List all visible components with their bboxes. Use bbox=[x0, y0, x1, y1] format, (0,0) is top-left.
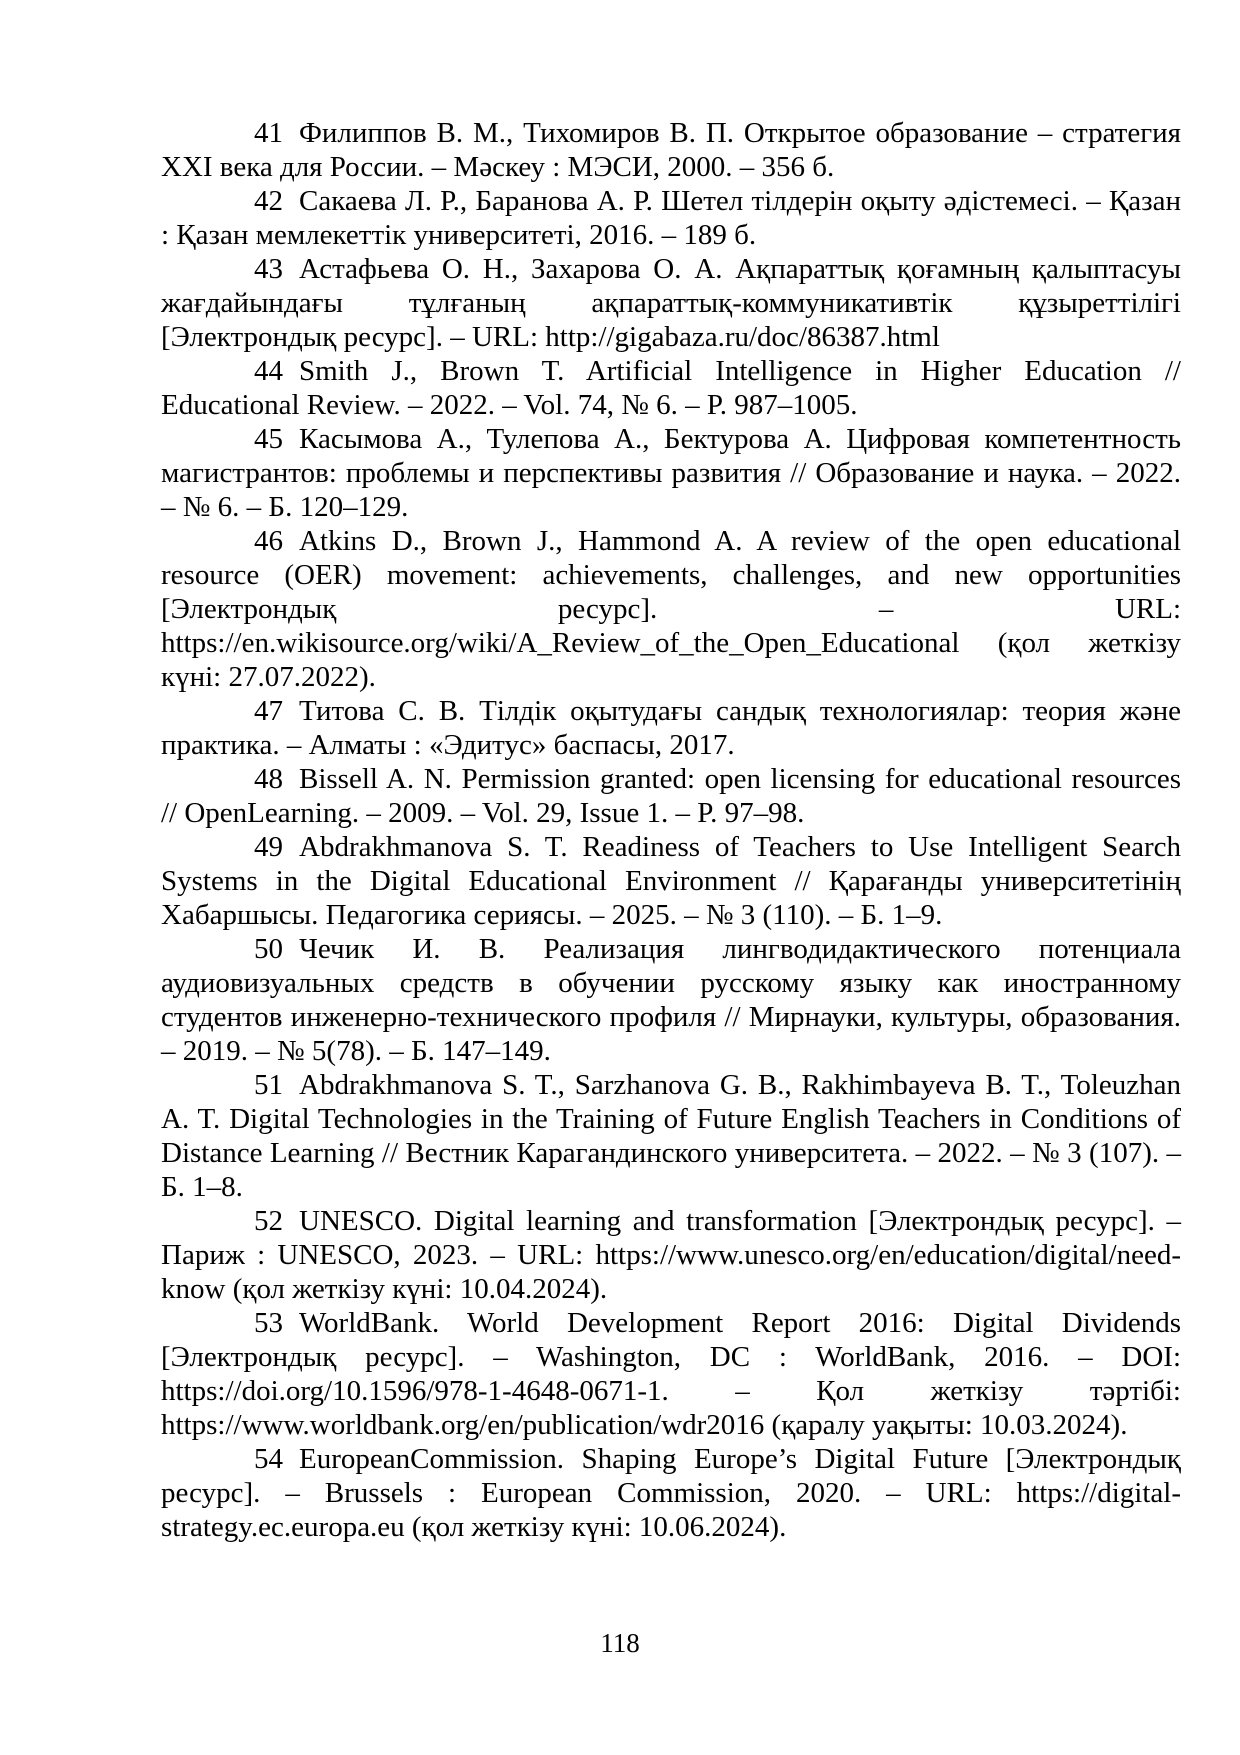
reference-number: 48 bbox=[254, 763, 283, 795]
reference-number: 42 bbox=[254, 185, 283, 217]
reference-text: Астафьева О. Н., Захарова О. А. Ақпараттық қоғамның қалыптасуы жағдайындағы тұлғаның ақпараттық-коммуникативтік құзыреттілігі [Электрондық ресурс]. – URL: http://gigabaza.ru/doc/86387.html bbox=[161, 253, 1181, 353]
reference-entry bbox=[161, 1442, 1181, 1544]
reference-number: 52 bbox=[254, 1205, 283, 1237]
reference-text: Титова С. В. Тілдік оқытудағы сандық технологиялар: теория және практика. – Алматы : «Эдитус» баспасы, 2017. bbox=[161, 695, 1181, 761]
reference-number: 47 bbox=[254, 695, 283, 727]
reference-entry bbox=[161, 1068, 1181, 1204]
reference-entry bbox=[161, 830, 1181, 932]
reference-number: 41 bbox=[254, 117, 283, 149]
reference-entry bbox=[161, 524, 1181, 694]
reference-number: 53 bbox=[254, 1307, 283, 1339]
reference-entry bbox=[161, 184, 1181, 252]
reference-text: Atkins D., Brown J., Hammond A. A review of the open educational resource (OER) movement: achievements, challenges, and new opportunities [Электрондық ресурс]. – URL: https://en.wikisource.org/wiki/A_Review_of_the_Open_Educational (қол жеткізу күні: 27.07.2022). bbox=[161, 525, 1181, 693]
reference-number: 43 bbox=[254, 253, 283, 285]
reference-text: EuropeanCommission. Shaping Europe’s Digital Future [Электрондық ресурс]. – Brussels : European Commission, 2020. – URL: https://digital-strategy.ec.europa.eu (қол жеткізу күні: 10.06.2024). bbox=[161, 1443, 1181, 1543]
reference-entry bbox=[161, 116, 1181, 184]
reference-entry bbox=[161, 762, 1181, 830]
reference-entry bbox=[161, 422, 1181, 524]
reference-text: Касымова А., Тулепова А., Бектурова А. Цифровая компетентность магистрантов: проблемы и перспективы развития // Образование и наука. – 2022. – № 6. – Б. 120–129. bbox=[161, 423, 1181, 523]
reference-text: Abdrakhmanova S. T., Sarzhanova G. B., Rakhimbayeva B. T., Toleuzhan A. T. Digital Technologies in the Training of Future English Teachers in Conditions of Distance Learning // Вестник Карагандинского университета. – 2022. – № 3 (107). – Б. 1–8. bbox=[161, 1069, 1181, 1203]
reference-entry bbox=[161, 1204, 1181, 1306]
reference-text: Сакаева Л. Р., Баранова А. Р. Шетел тілдерін оқыту әдістемесі. – Қазан : Қазан мемлекеттік университеті, 2016. – 189 б. bbox=[161, 185, 1181, 251]
reference-text: Bissell A. N. Permission granted: open licensing for educational resources // OpenLearning. – 2009. – Vol. 29, Issue 1. – P. 97–98. bbox=[161, 763, 1181, 829]
references-list bbox=[161, 116, 1181, 1544]
reference-text: Smith J., Brown T. Artificial Intelligence in Higher Education // Educational Review. – 2022. – Vol. 74, № 6. – P. 987–1005. bbox=[161, 355, 1181, 421]
reference-number: 50 bbox=[254, 933, 283, 965]
reference-text: WorldBank. World Development Report 2016: Digital Dividends [Электрондық ресурс]. – Washington, DC : WorldBank, 2016. – DOI: https://doi.org/10.1596/978-1-4648-0671-1. – Қол жеткізу тәртібі: https://www.worldbank.org/en/publication/wdr2016 (қаралу уақыты: 10.03.2024). bbox=[161, 1307, 1181, 1441]
reference-entry bbox=[161, 252, 1181, 354]
page-number: 118 bbox=[600, 1628, 640, 1658]
reference-text: Чечик И. В. Реализация лингводидактического потенциала аудиовизуальных средств в обучении русскому языку как иностранному студентов инженерно-технического профиля // Мирнауки, культуры, образования. – 2019. – № 5(78). – Б. 147–149. bbox=[161, 933, 1181, 1067]
reference-number: 44 bbox=[254, 355, 283, 387]
reference-text: Филиппов В. М., Тихомиров В. П. Открытое образование – стратегия XXI века для России. – Мәскеу : МЭСИ, 2000. – 356 б. bbox=[161, 117, 1181, 183]
reference-entry bbox=[161, 1306, 1181, 1442]
reference-text: UNESCO. Digital learning and transformation [Электрондық ресурс]. – Париж : UNESCO, 2023. – URL: https://www.unesco.org/en/education/digital/need-know (қол жеткізу күні: 10.04.2024). bbox=[161, 1205, 1181, 1305]
reference-entry bbox=[161, 354, 1181, 422]
reference-entry bbox=[161, 694, 1181, 762]
reference-entry bbox=[161, 932, 1181, 1068]
reference-number: 49 bbox=[254, 831, 283, 863]
reference-number: 51 bbox=[254, 1069, 283, 1101]
reference-text: Abdrakhmanova S. T. Readiness of Teachers to Use Intelligent Search Systems in the Digital Educational Environment // Қарағанды университетінің Хабаршысы. Педагогика сериясы. – 2025. – № 3 (110). – Б. 1–9. bbox=[161, 831, 1181, 931]
reference-number: 45 bbox=[254, 423, 283, 455]
reference-number: 46 bbox=[254, 525, 283, 557]
reference-number: 54 bbox=[254, 1443, 283, 1475]
